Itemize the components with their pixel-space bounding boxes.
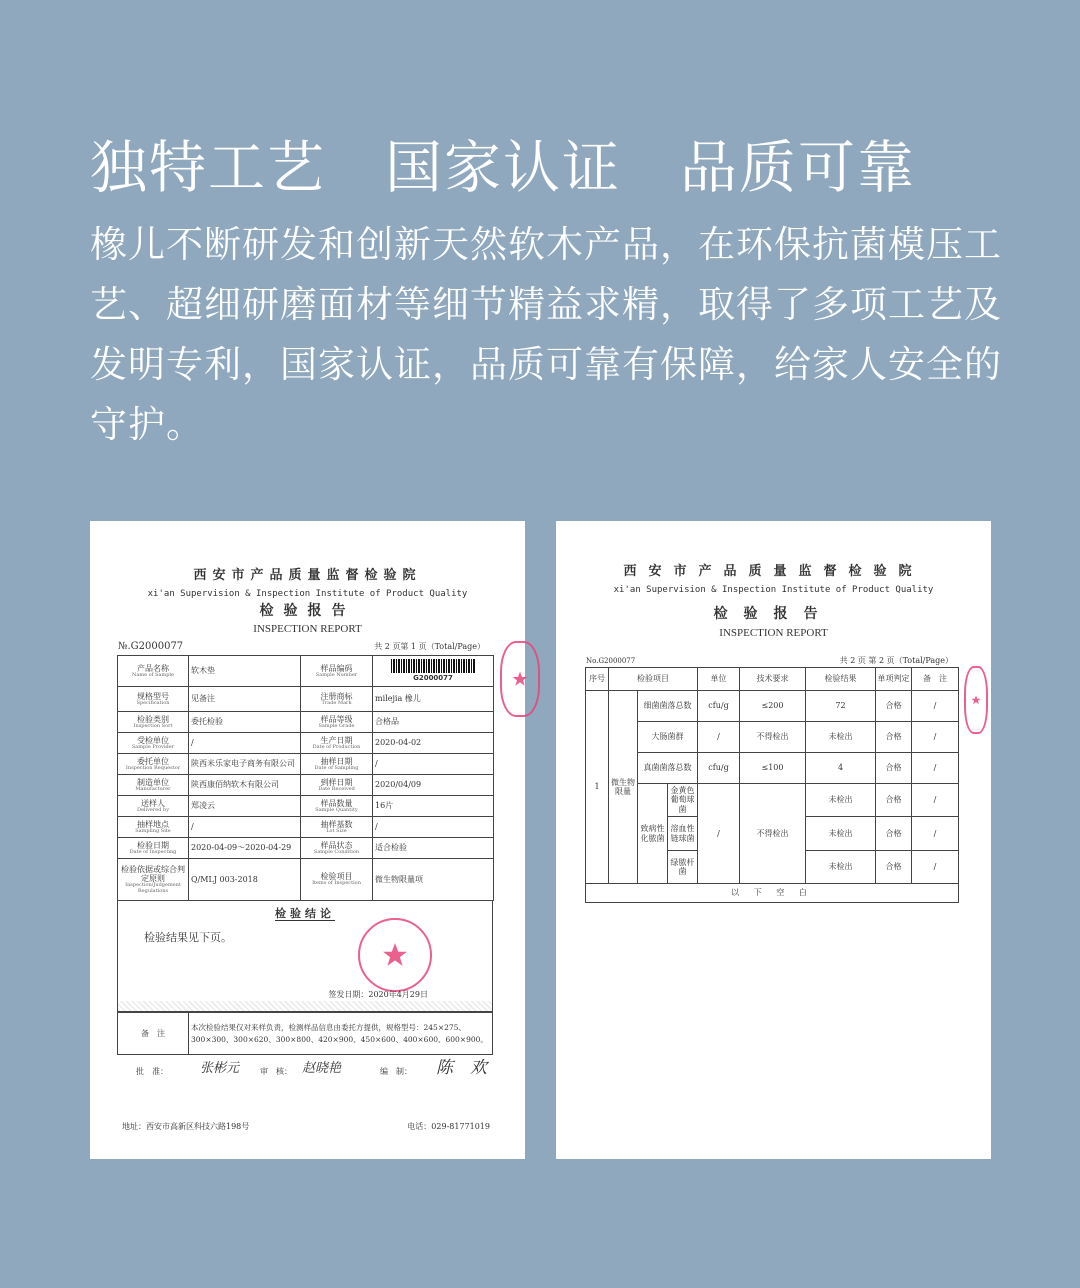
unit: / xyxy=(698,784,740,884)
col-header: 检验结果 xyxy=(806,668,876,691)
seam-seal-icon xyxy=(500,641,540,717)
item: 金黄色葡萄球菌 xyxy=(668,784,698,817)
report-title-cn: 检验报告 xyxy=(259,603,356,619)
judgement: 合格 xyxy=(876,722,912,753)
item: 绿脓杆菌 xyxy=(668,851,698,884)
info-row xyxy=(118,838,494,859)
field-value: 陕西米乐家电子商务有限公司 xyxy=(189,754,301,775)
field-label: 注册商标 Trade Mark xyxy=(301,687,373,712)
field-value: 郑凌云 xyxy=(189,796,301,817)
field-label: 样品状态 Sample Condition xyxy=(301,838,373,859)
field-label: 样品等级 Sample Grade xyxy=(301,712,373,733)
field-label: 抽样地点 Sampling Site xyxy=(118,817,189,838)
col-header: 技术要求 xyxy=(740,668,806,691)
field-value: / xyxy=(189,733,301,754)
field-value: / xyxy=(373,754,494,775)
info-row xyxy=(118,859,494,901)
info-row xyxy=(118,796,494,817)
institute-cn: 西安市产品质量监督检验院 xyxy=(623,564,924,579)
result: 未检出 xyxy=(806,784,876,817)
note: / xyxy=(912,722,959,753)
field-value: 2020-04-02 xyxy=(373,733,494,754)
judgement: 合格 xyxy=(876,753,912,784)
field-label: 制造单位 Manufacturer xyxy=(118,775,189,796)
notes-table xyxy=(117,1012,493,1055)
note: / xyxy=(912,817,959,851)
item: 真菌菌落总数 xyxy=(638,753,698,784)
field-label: 检验依据或综合判定原则 Inspection/Judgement Regulations xyxy=(118,859,189,901)
field-value: 软木垫 xyxy=(189,656,301,687)
phone: 电话：029-81771019 xyxy=(407,1122,490,1131)
item: 溶血性链球菌 xyxy=(668,817,698,851)
field-value: 微生物限量项 xyxy=(373,859,494,901)
issue-date: 签发日期：2020年4月29日 xyxy=(328,989,428,999)
info-row xyxy=(118,733,494,754)
field-label: 到样日期 Date Received xyxy=(301,775,373,796)
result: 未检出 xyxy=(806,851,876,884)
conclusion-box xyxy=(117,900,493,1012)
field-value: 合格品 xyxy=(373,712,494,733)
address: 地址：西安市高新区科技六路198号 xyxy=(122,1122,250,1131)
judgement: 合格 xyxy=(876,817,912,851)
field-label: 生产日期 Date of Production xyxy=(301,733,373,754)
field-label: 样品数量 Sample Quantity xyxy=(301,796,373,817)
subcategory: 致病性化脓菌 xyxy=(638,784,668,884)
field-label: 检验项目 Items of Inspection xyxy=(301,859,373,901)
note: / xyxy=(912,753,959,784)
page-info: 共 2 页 第 2 页（Total/Page） xyxy=(839,656,953,665)
unit: / xyxy=(698,722,740,753)
report-number: No.G2000077 xyxy=(586,657,636,665)
field-value: 陕西康佰纳软木有限公司 xyxy=(189,775,301,796)
review-label: 审 核： xyxy=(260,1067,292,1076)
notes-text: 本次检验结果仅对来样负责，检测样品信息由委托方提供，规格型号：245×275、300×300、300×620、300×800、420×900、450×600、400×600、600×900。 xyxy=(189,1013,493,1055)
barcode: G2000077 xyxy=(373,656,494,687)
field-value: 2020/04/09 xyxy=(373,775,494,796)
report-number: №.G2000077 xyxy=(118,641,184,652)
unit: cfu/g xyxy=(698,691,740,722)
result: 72 xyxy=(806,691,876,722)
result: 4 xyxy=(806,753,876,784)
requirement: 不得检出 xyxy=(740,722,806,753)
institute-cn: 西安市产品质量监督检验院 xyxy=(193,568,422,583)
col-header: 单位 xyxy=(698,668,740,691)
item: 大肠菌群 xyxy=(638,722,698,753)
institute-en: xi'an Supervision & Inspection Institute of Product Quality xyxy=(613,585,934,595)
info-row xyxy=(118,754,494,775)
info-row xyxy=(118,775,494,796)
field-label: 规格型号 Specification xyxy=(118,687,189,712)
field-label: 检验类别 Inspection Sort xyxy=(118,712,189,733)
institute-en: xi'an Supervision & Inspection Institute of Product Quality xyxy=(147,589,468,599)
col-header: 检验项目 xyxy=(609,668,698,691)
field-label: 产品名称 Name of Sample xyxy=(118,656,189,687)
requirement: 不得检出 xyxy=(740,784,806,884)
field-label: 样品编码 Sample Number xyxy=(301,656,373,687)
header-row xyxy=(586,668,959,691)
judgement: 合格 xyxy=(876,851,912,884)
report-info-table xyxy=(117,655,494,901)
field-value: milejia 橡儿 xyxy=(373,687,494,712)
description: 橡儿不断研发和创新天然软木产品，在环保抗菌模压工艺、超细研磨面材等细节精益求精，取得了多项工艺及发明专利，国家认证，品质可靠有保障，给家人安全的守护。 xyxy=(90,223,1002,446)
field-label: 送样人 Delivered by xyxy=(118,796,189,817)
headline: 独特工艺 国家认证 品质可靠 xyxy=(90,135,916,201)
signature-reviewer: 赵晓艳 xyxy=(302,1061,342,1076)
results-table xyxy=(585,667,959,903)
seam-seal-icon xyxy=(964,666,988,734)
category: 微生物限量 xyxy=(609,691,638,884)
unit: cfu/g xyxy=(698,753,740,784)
info-row xyxy=(118,656,494,687)
signature-compiler: 陈 欢 xyxy=(436,1058,487,1078)
field-value: 16片 xyxy=(373,796,494,817)
requirement: ≤200 xyxy=(740,691,806,722)
item: 细菌菌落总数 xyxy=(638,691,698,722)
result: 未检出 xyxy=(806,817,876,851)
col-header: 单项判定 xyxy=(876,668,912,691)
col-header: 备 注 xyxy=(912,668,959,691)
official-seal-icon xyxy=(358,918,432,992)
table-footer: 以 下 空 白 xyxy=(586,884,959,903)
result-row xyxy=(586,784,959,817)
result-row xyxy=(586,691,959,722)
field-value: / xyxy=(189,817,301,838)
page-info: 共 2 页第 1 页（Total/Page） xyxy=(374,642,485,651)
inspection-report-page-2 xyxy=(556,521,991,1159)
inspection-report-page-1 xyxy=(90,521,525,1159)
field-label: 委托单位 Inspection Requestor xyxy=(118,754,189,775)
result-row xyxy=(586,753,959,784)
report-title-en: INSPECTION REPORT xyxy=(253,623,362,635)
note: / xyxy=(912,691,959,722)
report-title-cn: 检验报告 xyxy=(713,606,834,622)
judgement: 合格 xyxy=(876,691,912,722)
field-value: Q/MLJ 003-2018 xyxy=(189,859,301,901)
field-label: 抽样日期 Date of Sampling xyxy=(301,754,373,775)
signature-approver: 张彬元 xyxy=(200,1061,240,1076)
field-value: 2020-04-09～2020-04-29 xyxy=(189,838,301,859)
field-value: 适合检验 xyxy=(373,838,494,859)
conclusion-text: 检验结果见下页。 xyxy=(144,931,232,944)
field-value: 见备注 xyxy=(189,687,301,712)
note: / xyxy=(912,851,959,884)
field-value: 委托检验 xyxy=(189,712,301,733)
requirement: ≤100 xyxy=(740,753,806,784)
info-row xyxy=(118,687,494,712)
notes-label: 备 注 xyxy=(118,1013,189,1055)
compile-label: 编 制： xyxy=(380,1067,412,1076)
info-row xyxy=(118,712,494,733)
note: / xyxy=(912,784,959,817)
field-value: / xyxy=(373,817,494,838)
result-row xyxy=(586,722,959,753)
report-title-en: INSPECTION REPORT xyxy=(719,627,828,639)
field-label: 检验日期 Date of Inspecting xyxy=(118,838,189,859)
conclusion-title: 检验结论 xyxy=(275,907,335,920)
col-header: 序号 xyxy=(586,668,609,691)
result: 未检出 xyxy=(806,722,876,753)
judgement: 合格 xyxy=(876,784,912,817)
approve-label: 批 准： xyxy=(136,1067,168,1076)
info-row xyxy=(118,817,494,838)
seq: 1 xyxy=(586,691,609,884)
field-label: 抽样基数 Lot Size xyxy=(301,817,373,838)
field-label: 受检单位 Sample Provider xyxy=(118,733,189,754)
